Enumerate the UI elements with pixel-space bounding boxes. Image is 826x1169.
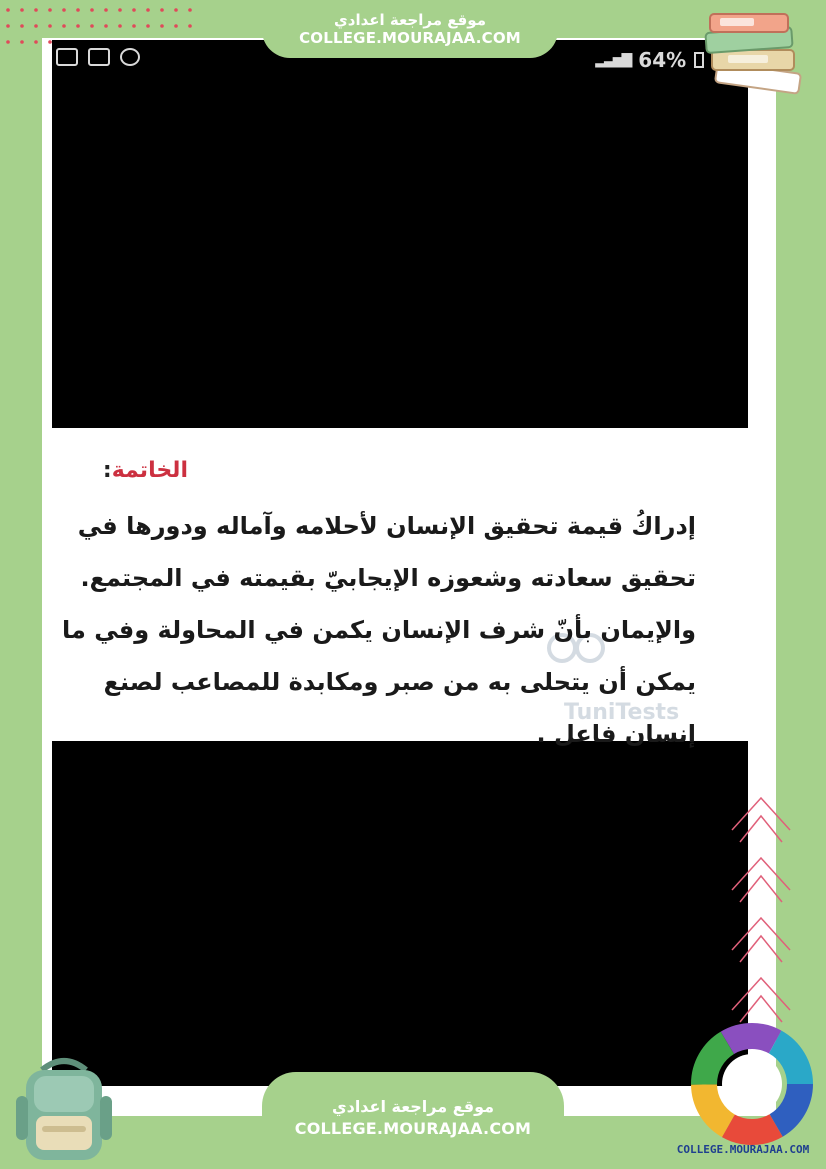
paragraph-line: إنسان فاعل .	[536, 720, 696, 748]
site-url[interactable]: COLLEGE.MOURAJAA.COM	[294, 1119, 532, 1138]
battery-percent: 64%	[638, 48, 687, 72]
sync-icon	[120, 48, 140, 66]
chevrons-up-icon	[728, 790, 794, 1050]
network-icon	[88, 48, 110, 66]
paragraph-line: إدراكُ قيمة تحقيق الإنسان لأحلامه وآماله ودورها في	[77, 512, 696, 540]
site-banner-top[interactable]	[262, 2, 558, 58]
site-banner-bottom[interactable]	[262, 1072, 564, 1152]
paragraph-line: والإيمان بأنّ شرف الإنسان يكمن في المحاولة وفي ما	[62, 616, 696, 644]
conclusion-paragraph	[62, 500, 696, 760]
site-url[interactable]: COLLEGE.MOURAJAA.COM	[299, 29, 521, 47]
tunitests-watermark: TuniTests	[536, 628, 726, 728]
site-name: موقع مراجعة اعدادي	[334, 11, 486, 29]
backpack-icon	[12, 1056, 116, 1164]
books-icon	[702, 10, 806, 98]
signal-icon: ▂▃▅▇	[595, 52, 631, 68]
conclusion-card	[52, 428, 748, 748]
logo-caption: COLLEGE.MOURAJAA.COM	[676, 1143, 810, 1156]
site-name: موقع مراجعة اعدادي	[331, 1097, 495, 1116]
school-logo-icon	[690, 1022, 814, 1146]
paragraph-line: يمكن أن يتحلى به من صبر ومكابدة للمصاعب لصنع	[103, 668, 696, 696]
gallery-icon	[56, 48, 78, 66]
paragraph-line: تحقيق سعادته وشعوزه الإيجابيّ بقيمته في المجتمع.	[80, 564, 696, 592]
conclusion-heading: الخاتمة:	[102, 458, 188, 483]
